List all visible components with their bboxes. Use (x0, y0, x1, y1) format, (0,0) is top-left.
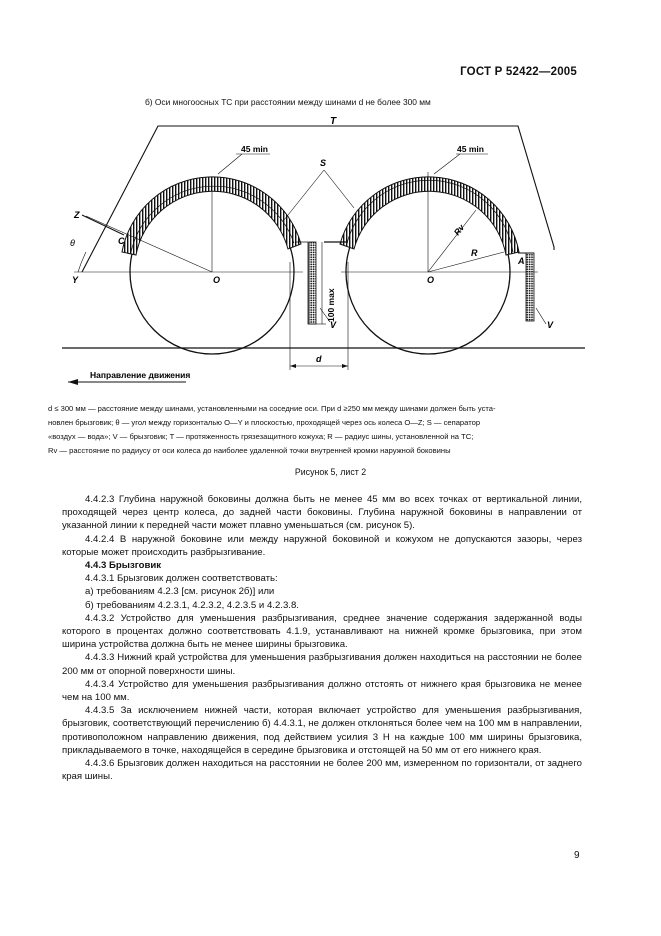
paragraph: 4.4.3.6 Брызговик должен находиться на расстоянии не более 200 мм, измеренном по горизонтали, от заднего края шины. (62, 758, 582, 783)
list-item: а) требованиям 4.2.3 [см. рисунок 2б)] или (85, 586, 275, 598)
body-text (62, 493, 582, 783)
middle-mudflap (309, 242, 316, 324)
legend-line: «воздух — вода»; V — брызговик; T — протяженность грязезащитного кожуха; R — радиус шины, установленной на ТС; (48, 432, 474, 441)
label-S: S (320, 158, 327, 168)
label-O-left: O (213, 275, 221, 285)
label-C: C (118, 236, 125, 246)
paragraph: 4.4.3.2 Устройство для уменьшения разбрызгивания, среднее значение содержания задержанной воды которого в процентах должно соответствовать 4.1.9, устанавливают на нижней кромке брызговика, при этом ширина устройства должна быть не менее ширины брызговика. (62, 612, 582, 651)
legend-line: Rv — расстояние по радиусу от оси колеса до наиболее удаленной точки внутренней кромки наружной боковины (48, 446, 451, 455)
label-d: d (316, 354, 322, 364)
wheel-diagram (58, 112, 588, 397)
label-Rv: Rv (451, 222, 467, 238)
paragraph: 4.4.2.3 Глубина наружной боковины должна быть не менее 45 мм во всех точках от вертикальной линии, проходящей через центр колеса, до задней части боковины. Глубина наружной боковины в направлении от указанной линии к передней части может плавно уменьшаться (см. рисунок 5). (62, 494, 582, 532)
figure-legend (48, 402, 578, 458)
legend-line: новлен брызговик; θ — угол между горизонталью O—Y и плоскостью, проходящей через ось колеса O—Z; S — сепаратор (48, 418, 481, 427)
label-V-right: V (547, 320, 554, 330)
paragraph: 4.4.3.3 Нижний край устройства для уменьшения разбрызгивания должен находиться на расстоянии не более 200 мм от опорной поверхности шины. (62, 652, 582, 677)
label-V-left: V (330, 320, 337, 330)
label-A: A (518, 256, 525, 266)
direction-arrow-icon (68, 379, 78, 385)
rear-mudflap (526, 253, 534, 321)
document-header: ГОСТ Р 52422—2005 (460, 66, 577, 78)
paragraph: 4.4.3.5 За исключением нижней части, которая включает устройство для уменьшения разбрызгивания, брызговик, соответствующий перечислению б) 4.4.3.1, не должен отклоняться более чем на 100 мм в направлении, противоположном направлению движения, под действием усилия 3 Н на каждые 100 мм ширины брызговика, прикладываемого в точке, находящейся в середине брызговика и отстоящей на 50 мм от его нижнего края. (62, 705, 582, 756)
label-45min-left: 45 min (241, 144, 268, 154)
list-item: б) требованиям 4.2.3.1, 4.2.3.2, 4.2.3.5 и 4.2.3.8. (85, 599, 299, 611)
figure-caption: Рисунок 5, лист 2 (294, 467, 367, 477)
paragraph: 4.4.3.4 Устройство для уменьшения разбрызгивания должно отстоять от нижнего края брызговика не менее чем на 100 мм. (62, 678, 582, 704)
label-100max: 100 max (326, 288, 336, 322)
label-O-right: O (427, 275, 435, 285)
figure-subcaption: б) Оси многоосных ТС при расстоянии между шинами d не более 300 мм (145, 97, 431, 107)
paragraph: 4.4.3.1 Брызговик должен соответствовать: (85, 573, 278, 585)
label-theta: θ (70, 238, 75, 248)
label-T: T (330, 116, 337, 127)
label-45min-right: 45 min (457, 144, 484, 154)
label-Y: Y (72, 275, 79, 285)
section-heading: 4.4.3 Брызговик (85, 560, 162, 572)
label-direction: Направление движения (90, 370, 191, 380)
legend-line: d ≤ 300 мм — расстояние между шинами, установленными на соседние оси. При d ≥250 мм между шинами должен быть уста- (48, 404, 496, 413)
page-number: 9 (574, 850, 580, 861)
paragraph: 4.4.2.4 В наружной боковине или между наружной боковиной и кожухом не допускаются зазоры, через которые может происходить разбрызгивание. (62, 533, 582, 558)
label-Z: Z (74, 210, 80, 220)
right-fender (340, 177, 519, 255)
label-R: R (471, 248, 478, 258)
